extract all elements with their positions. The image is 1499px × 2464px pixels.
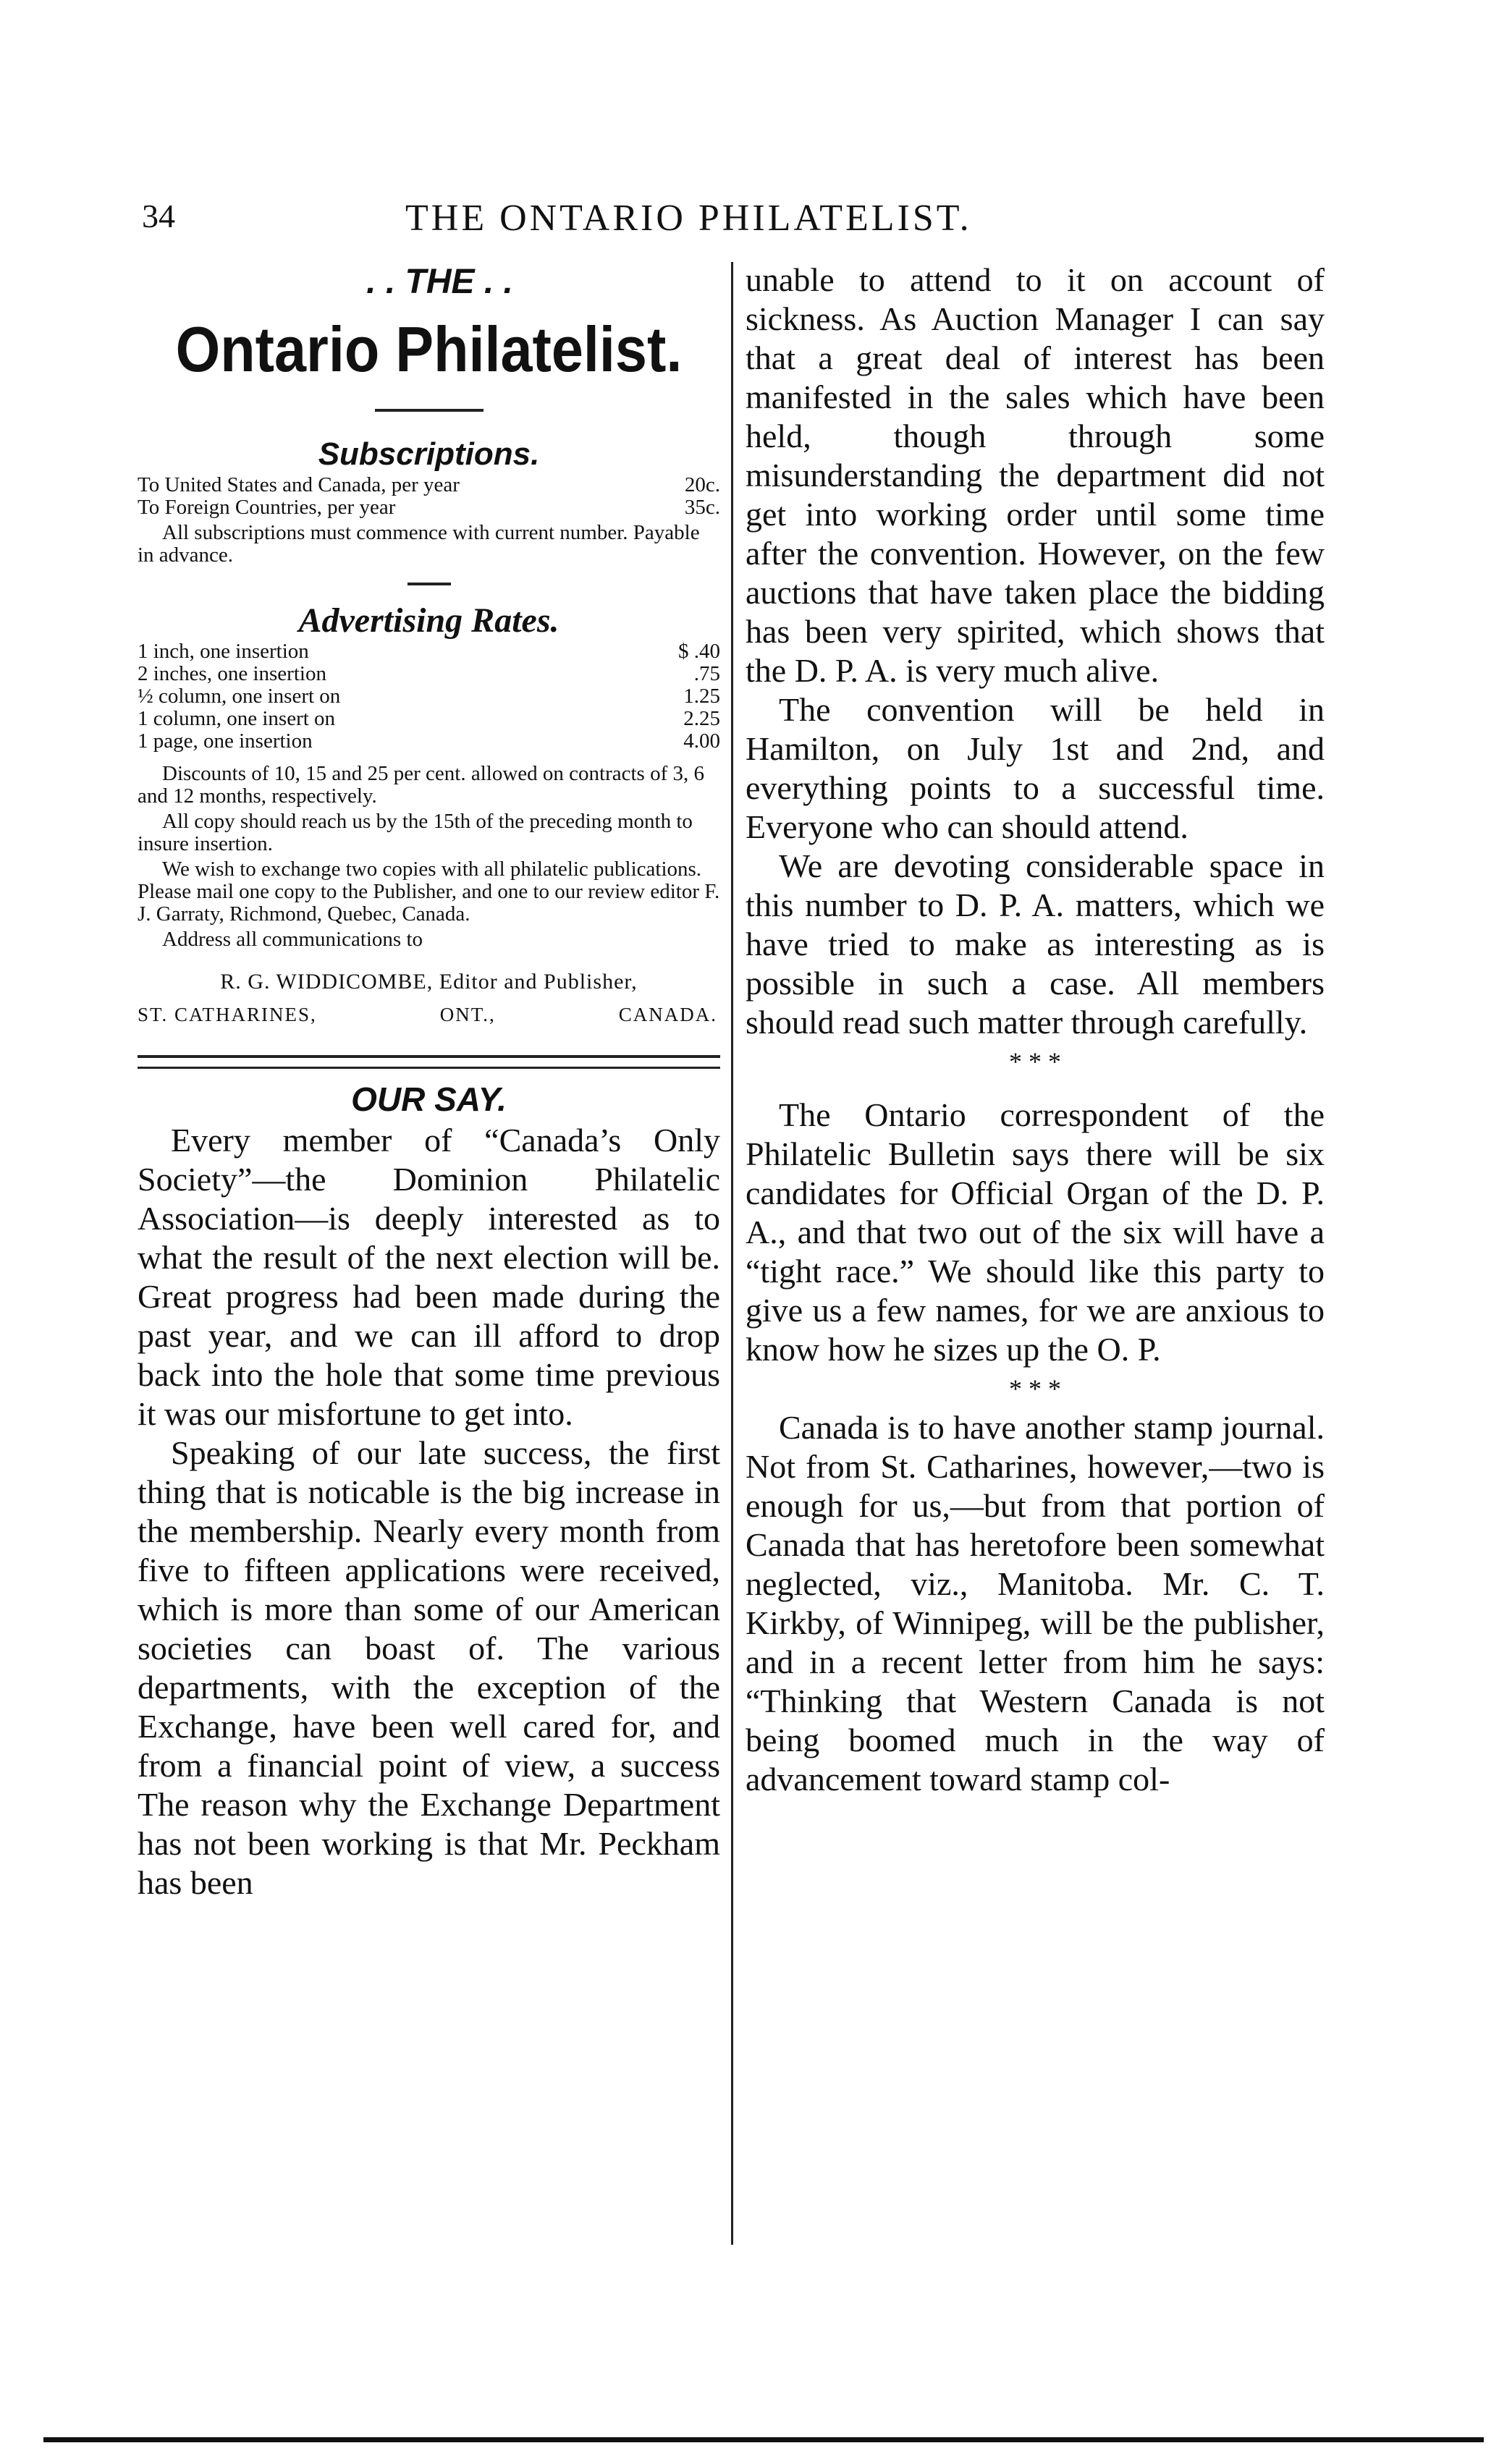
rate-row <box>138 640 720 663</box>
correspondent-paragraph: The Ontario correspondent of the Philatelic Bulletin says there will be six candidates for Official Organ of the D. P. A., and that two out of the six will have a “tight race.” We should like this party to give us a few names, for we are anxious to know how he sizes up the O. P. <box>746 1096 1325 1368</box>
address-note: Address all communications to <box>162 928 423 951</box>
column-divider <box>731 262 733 2245</box>
rate-label: ½ column, one insert on <box>138 685 341 708</box>
editorial-heading: OUR SAY. <box>351 1080 507 1118</box>
rate-price: 2.25 <box>683 707 720 730</box>
divider <box>375 409 484 412</box>
right-column <box>746 261 1325 1799</box>
editorial-paragraph: Speaking of our late success, the first thing that is noticable is the big increase in the membership. Nearly every month from five to fifteen applications were received, which is more than some of our American societies can boast of. The various departments, with the exception of the Exchange, have been well cared for, and from a financial point of view, a success The reason why the Exchange Department has not been working is that Mr. Peckham has been <box>138 1434 720 1901</box>
rate-price: 4.00 <box>683 729 720 753</box>
subscription-price: 20c. <box>684 473 720 496</box>
subscription-label: To Foreign Countries, per year <box>138 496 396 519</box>
rate-label: 1 page, one insertion <box>138 729 313 753</box>
subscription-note: All subscriptions must commence with current number. Payable in advance. <box>138 521 700 567</box>
rate-price: 1.25 <box>683 685 720 708</box>
subscription-row <box>138 474 720 496</box>
editorial-paragraph: Every member of “Canada’s Only Society”—the Dominion Philatelic Association—is deeply interested as to what the result of the next election will be. Great progress had been made during the past year, and we can ill afford to drop back into the hole that some time previous it was our misfortune to get into. <box>138 1122 720 1432</box>
subscription-price: 35c. <box>684 496 720 519</box>
exchange-note: We wish to exchange two copies with all philatelic publications. Please mail one copy to the Publisher, and one to our review editor F. J. Garraty, Richmond, Quebec, Canada. <box>138 858 720 926</box>
section-divider <box>138 1055 720 1069</box>
masthead-the-label: . . THE . . <box>366 263 513 301</box>
editorial-paragraph: unable to attend to it on account of sickness. As Auction Manager I can say that a great deal of interest has been manifested in the sales which have been held, though through some misunderstanding the department did not get into working order until some time after the convention. However, on the few auctions that have taken place the bidding has been very spirited, which shows that the D. P. A. is very much alive. <box>746 261 1325 689</box>
address-province: ONT., <box>439 1004 496 1025</box>
editorial-paragraph: The convention will be held in Hamilton, on July 1st and 2nd, and everything points to a successful time. Everyone who can should attend. <box>746 691 1325 845</box>
rate-label: 1 column, one insert on <box>138 707 336 730</box>
page-number: 34 <box>142 198 175 234</box>
editorial-paragraph: We are devoting considerable space in this number to D. P. A. matters, which we have tried to make as interesting as is possible in such a case. All members should read such matter through carefully. <box>746 847 1325 1041</box>
rate-row <box>138 685 720 708</box>
rate-row <box>138 708 720 730</box>
copy-deadline-note: All copy should reach us by the 15th of the preceding month to insure insertion. <box>138 810 693 855</box>
publisher-line: R. G. WIDDICOMBE, Editor and Publisher, <box>220 970 638 994</box>
asterism: * * * <box>1009 1047 1061 1076</box>
address-country: CANADA. <box>618 1004 717 1025</box>
rate-price: .75 <box>693 662 720 685</box>
address-city: ST. CATHARINES, <box>138 1004 317 1025</box>
manitoba-paragraph: Canada is to have another stamp journal. Not from St. Catharines, however,—two is enough for us,—but from that portion of Canada that has heretofore been somewhat neglected, viz., Manitoba. Mr. C. T. Kirkby, of Winnipeg, will be the publisher, and in a recent letter from him he says: “Thinking that Western Canada is not being boomed much in the way of advancement toward stamp col- <box>746 1409 1325 1798</box>
subscription-label: To United States and Canada, per year <box>138 473 460 496</box>
rate-label: 1 inch, one insertion <box>138 640 309 663</box>
asterism: * * * <box>1009 1374 1061 1403</box>
masthead-title: Ontario Philatelist. <box>175 313 683 385</box>
page-header <box>0 197 1499 240</box>
divider <box>408 583 451 585</box>
subscriptions-heading: Subscriptions. <box>318 436 540 472</box>
bottom-border <box>43 2437 1484 2442</box>
rates-list <box>138 640 720 753</box>
rate-label: 2 inches, one insertion <box>138 662 326 685</box>
rate-price: $ .40 <box>678 640 720 663</box>
advertising-heading: Advertising Rates. <box>298 601 560 640</box>
subscription-row <box>138 496 720 519</box>
publisher-address <box>138 1003 720 1026</box>
rate-row <box>138 663 720 685</box>
running-title: THE ONTARIO PHILATELIST. <box>405 198 972 239</box>
subscription-list <box>138 474 720 519</box>
discount-note: Discounts of 10, 15 and 25 per cent. allowed on contracts of 3, 6 and 12 months, respectively. <box>138 762 704 808</box>
left-column <box>138 261 720 1902</box>
rate-row <box>138 730 720 753</box>
